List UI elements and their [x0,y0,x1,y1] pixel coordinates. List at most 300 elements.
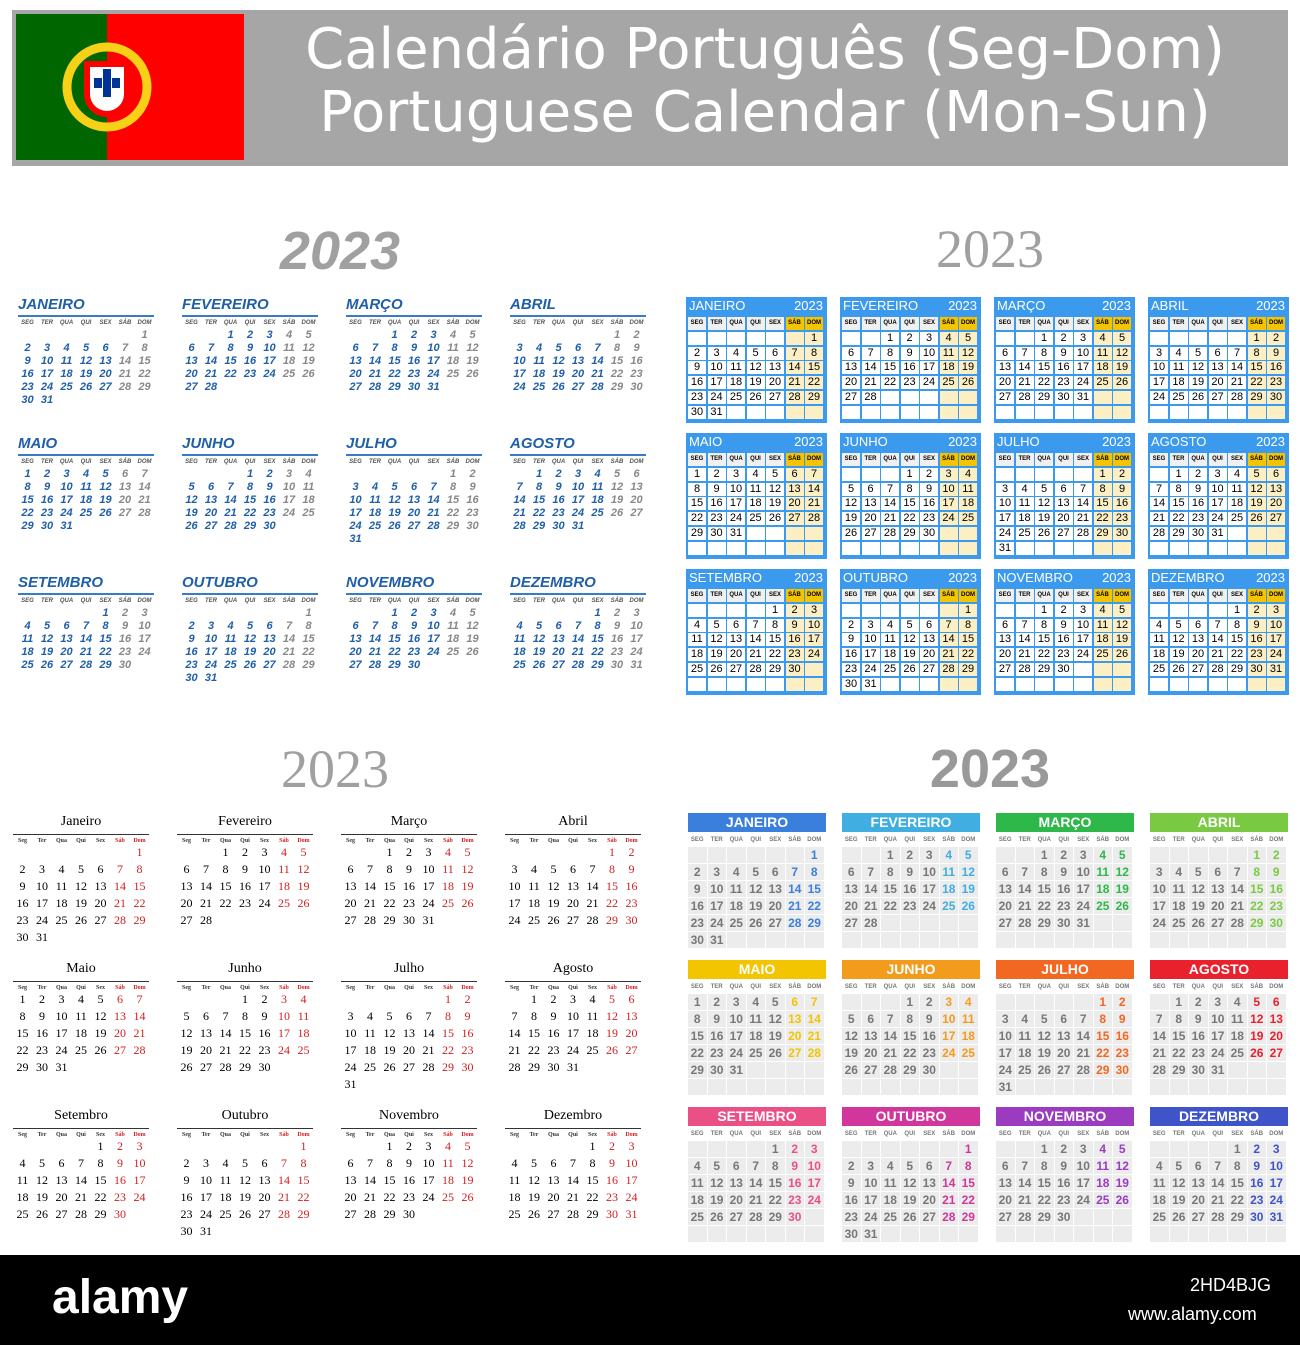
day-cell: 25 [1150,1209,1169,1225]
day-cell: 2 [242,845,248,859]
day-cell: 14 [591,355,604,367]
day-cell: 14 [1150,497,1168,510]
day-cell: 25 [1094,898,1113,914]
day-cell: 24 [278,1043,290,1057]
day-cell: 16 [786,633,804,646]
day-cell: 23 [21,381,34,393]
month-name: Janeiro [60,814,102,829]
day-cell: 14 [1074,1028,1093,1044]
weekday-header: SEG [842,589,860,602]
day-cell: 1 [901,468,919,481]
day-cell: 17 [630,633,643,645]
empty-cell [959,391,977,404]
day-cell: 9 [1267,347,1285,360]
day-cell: 5 [1248,994,1267,1010]
day-cell: 15 [133,879,146,893]
weekday-header: SÁB [118,459,132,465]
day-cell: 28 [368,381,382,393]
day-cell: 22 [959,1192,978,1208]
weekday-header: SEX [1077,837,1090,843]
day-cell: 3 [141,607,148,619]
day-cell: 23 [114,1190,126,1204]
day-cell: 23 [118,646,132,658]
day-cell: 3 [1209,468,1227,481]
day-cell: 20 [842,376,860,389]
empty-cell [747,542,765,555]
weekday-header: Dom [133,838,146,844]
empty-cell [747,1141,766,1157]
day-cell: 14 [79,633,93,645]
day-cell: 3 [63,468,70,480]
day-cell: 31 [567,1060,579,1074]
day-cell: 11 [727,361,745,374]
day-cell: 24 [1209,1045,1228,1061]
empty-cell [996,332,1014,345]
day-cell: 18 [1094,361,1112,374]
day-cell: 31 [349,533,362,545]
day-cell: 25 [959,512,977,525]
day-cell: 25 [224,659,237,671]
day-cell: 19 [552,368,565,380]
day-cell: 14 [368,355,382,367]
day-cell: 17 [708,898,727,914]
day-cell: 5 [469,329,476,341]
day-cell: 20 [185,368,198,380]
day-cell: 5 [959,847,978,863]
month-header [997,434,1132,449]
empty-cell [1094,1079,1113,1095]
day-cell: 18 [1016,1045,1035,1061]
day-cell: 23 [403,896,415,910]
day-cell: 10 [508,879,521,893]
day-cell: 19 [1113,1175,1132,1191]
day-cell: 29 [1035,391,1053,404]
day-cell: 5 [766,468,784,481]
weekday-header: Sex [260,1132,269,1138]
month-underline [18,454,154,456]
day-cell: 1 [141,329,148,341]
day-cell: 6 [1267,994,1286,1010]
day-cell: 25 [1094,376,1112,389]
day-cell: 26 [708,1209,727,1225]
empty-cell [727,932,746,948]
day-cell: 8 [242,1009,248,1023]
day-cell: 2 [1055,604,1073,617]
day-cell: 10 [40,355,54,367]
day-cell: 4 [371,481,379,493]
empty-cell [1248,932,1267,948]
day-cell: 5 [747,864,766,880]
empty-cell [1074,542,1092,555]
weekday-header: QUI [1212,984,1224,990]
empty-cell [1074,663,1092,676]
day-cell: 1 [1248,332,1266,345]
month-underline [505,1128,641,1129]
day-cell: 26 [901,1209,920,1225]
day-cell: 19 [708,648,726,661]
day-cell: 12 [766,483,784,496]
day-cell: 15 [1248,881,1267,897]
day-cell: 3 [347,1009,354,1023]
day-cell: 28 [567,1207,579,1221]
day-cell: 6 [996,619,1014,632]
empty-cell [1150,604,1168,617]
day-cell: 30 [407,659,421,671]
day-cell: 16 [1267,881,1286,897]
day-cell: 16 [1113,1028,1132,1044]
day-cell: 3 [940,468,958,481]
day-cell: 25 [508,1207,521,1221]
day-cell: 21 [805,1028,824,1044]
day-cell: 6 [117,992,123,1006]
day-cell: 25 [959,1045,978,1061]
day-cell: 17 [1267,633,1285,646]
day-cell: 7 [1016,347,1034,360]
day-cell: 30 [625,913,638,927]
day-cell: 11 [447,620,459,632]
weekday-header: QUI [572,459,584,465]
empty-cell [1113,1226,1132,1242]
day-cell: 20 [996,648,1014,661]
day-cell: 21 [747,648,765,661]
day-cell: 27 [996,1209,1015,1225]
weekday-header: Qui [404,985,414,991]
day-cell: 27 [920,1209,939,1225]
weekday-header: DOM [807,837,822,843]
day-cell: 6 [266,620,273,632]
day-cell: 18 [747,497,765,510]
month-name: AGOSTO [1151,434,1207,449]
day-cell: 26 [36,1207,48,1221]
day-cell: 4 [24,620,31,632]
empty-cell [1170,406,1188,419]
day-cell: 9 [1248,619,1266,632]
month-year: 2023 [1102,434,1131,449]
day-cell: 15 [766,1175,785,1191]
day-cell: 26 [1170,1209,1189,1225]
month-underline [177,1128,313,1129]
day-cell: 17 [278,1026,290,1040]
day-cell: 18 [940,361,958,374]
month-underline [182,315,318,317]
day-cell: 7 [425,1009,432,1023]
day-cell: 26 [1035,527,1053,540]
month-header [1151,570,1286,585]
day-cell: 3 [43,342,51,354]
day-cell: 30 [36,1060,48,1074]
day-cell: 7 [805,468,823,481]
weekday-header: QUA [881,453,899,466]
day-cell: 18 [16,1190,29,1204]
weekday-header: SÁB [1250,1131,1264,1137]
weekday-header: SÁB [1096,1131,1110,1137]
empty-cell [1113,406,1131,419]
day-cell: 3 [261,845,268,859]
day-cell: 5 [1170,619,1188,632]
empty-cell [1094,391,1112,404]
day-cell: 2 [1055,1141,1074,1157]
weekday-header: SEG [690,984,704,990]
day-cell: 26 [94,1043,107,1057]
day-cell: 31 [1209,1062,1228,1078]
weekday-header: Qua [547,838,559,844]
empty-cell [1113,1209,1132,1225]
day-cell: 24 [727,512,745,525]
empty-cell [1228,847,1247,863]
day-cell: 17 [422,879,435,893]
day-cell: 15 [21,494,34,506]
day-cell: 6 [352,620,359,632]
day-cell: 23 [1248,648,1266,661]
day-cell: 22 [297,1190,310,1204]
empty-cell [1228,1079,1247,1095]
day-cell: 8 [300,1156,307,1170]
day-cell: 12 [180,1026,193,1040]
empty-cell [1055,932,1074,948]
day-cell: 4 [285,329,293,341]
day-cell: 21 [114,896,126,910]
day-cell: 3 [430,607,437,619]
month-underline [510,454,646,456]
day-cell: 25 [1016,527,1034,540]
day-cell: 13 [547,1173,560,1187]
day-cell: 31 [36,930,48,944]
day-cell: 12 [1113,347,1131,360]
day-cell: 22 [383,1190,396,1204]
day-cell: 16 [920,497,938,510]
day-cell: 16 [610,633,624,645]
day-cell: 6 [121,468,129,480]
day-cell: 22 [901,512,919,525]
day-cell: 11 [297,1009,310,1023]
weekday-header: Ter [365,985,375,991]
day-cell: 15 [610,355,624,367]
weekday-header: DOM [301,459,316,465]
day-cell: 14 [1150,1028,1169,1044]
empty-cell [862,932,881,948]
empty-cell [805,932,824,948]
day-cell: 20 [842,898,861,914]
day-cell: 5 [43,620,51,632]
day-cell: 1 [391,607,398,619]
day-cell: 9 [708,483,726,496]
day-cell: 1 [901,994,920,1010]
weekday-header: Ter [529,838,539,844]
day-cell: 29 [94,1207,107,1221]
day-cell: 26 [383,1060,396,1074]
day-cell: 6 [203,1009,209,1023]
day-cell: 26 [1189,391,1207,404]
empty-cell [805,1226,824,1242]
day-cell: 15 [688,1028,707,1044]
empty-cell [920,932,939,948]
day-cell: 6 [996,1158,1015,1174]
day-cell: 13 [1267,483,1285,496]
day-cell: 25 [747,1045,766,1061]
month-abril [1148,297,1289,423]
day-cell: 1 [386,845,393,859]
day-cell: 24 [282,507,296,519]
weekday-header: SEG [1150,589,1168,602]
month-year: 2023 [1102,298,1131,313]
weekday-header: Qui [76,1132,86,1138]
day-cell: 12 [79,355,93,367]
day-cell: 7 [281,1156,287,1170]
month-header [689,570,824,585]
day-cell: 22 [591,646,604,658]
day-cell: 16 [630,355,643,367]
day-cell: 2 [464,992,471,1006]
day-cell: 28 [204,381,218,393]
weekday-header: SÁB [1248,589,1266,602]
weekday-header: TER [205,459,217,465]
day-cell: 9 [901,347,919,360]
day-cell: 4 [58,862,65,876]
day-cell: 20 [407,507,421,519]
day-cell: 14 [862,361,880,374]
empty-cell [1016,468,1034,481]
day-cell: 21 [368,646,382,658]
empty-cell [1016,604,1034,617]
weekday-header: Dom [133,985,146,991]
day-cell: 12 [1113,864,1132,880]
day-cell: 21 [79,646,93,658]
day-cell: 13 [114,1009,126,1023]
weekday-header: QUA [387,320,402,326]
day-cell: 9 [19,879,26,893]
empty-cell [727,847,746,863]
day-cell: 16 [180,1190,193,1204]
weekday-header: Sex [260,985,269,991]
day-cell: 24 [422,1190,435,1204]
day-cell: 9 [842,1175,861,1191]
day-cell: 25 [278,896,290,910]
day-cell: 4 [300,992,307,1006]
day-cell: 29 [1170,1062,1189,1078]
empty-cell [862,604,880,617]
day-cell: 8 [391,620,398,632]
weekday-header: SÁB [942,1131,956,1137]
day-cell: 18 [21,646,34,658]
day-cell: 19 [959,361,977,374]
day-cell: 30 [920,1062,939,1078]
day-cell: 11 [219,1173,232,1187]
day-cell: 7 [203,862,209,876]
day-cell: 8 [449,481,457,493]
weekday-header: QUA [1035,453,1053,466]
empty-cell [940,604,958,617]
day-cell: 8 [141,342,148,354]
day-cell: 20 [263,646,276,658]
day-cell: 23 [1267,376,1285,389]
day-cell: 7 [141,468,148,480]
day-cell: 7 [78,1156,84,1170]
day-cell: 14 [786,361,804,374]
day-cell: 19 [297,879,310,893]
day-cell: 17 [571,494,585,506]
day-cell: 13 [1189,633,1207,646]
day-cell: 8 [1094,483,1112,496]
empty-cell [996,468,1014,481]
weekday-header: Ter [37,838,47,844]
day-cell: 29 [1248,391,1266,404]
day-cell: 24 [1150,391,1168,404]
day-cell: 7 [1209,1158,1228,1174]
day-cell: 13 [842,361,860,374]
day-cell: 8 [136,862,143,876]
day-cell: 6 [97,862,104,876]
day-cell: 19 [388,507,401,519]
day-cell: 21 [881,512,899,525]
day-cell: 10 [727,1011,746,1027]
day-cell: 15 [532,494,546,506]
day-cell: 15 [99,633,112,645]
day-cell: 18 [1170,376,1188,389]
empty-cell [1094,1209,1113,1225]
empty-cell [1189,847,1208,863]
day-cell: 26 [708,663,726,676]
day-cell: 25 [442,896,454,910]
day-cell: 8 [901,483,919,496]
day-cell: 7 [367,862,373,876]
day-cell: 29 [1035,663,1053,676]
day-cell: 8 [688,483,706,496]
day-cell: 14 [940,1175,959,1191]
alamy-logo: alamy [52,1271,189,1324]
month-maio [686,433,827,559]
empty-cell [1074,932,1093,948]
weekday-header: Sex [424,985,433,991]
day-cell: 1 [246,468,254,480]
day-cell: 2 [1248,604,1266,617]
day-cell: 14 [118,355,132,367]
day-cell: 30 [1248,1209,1267,1225]
day-cell: 17 [40,368,54,380]
day-cell: 6 [102,342,109,354]
day-cell: 22 [224,368,237,380]
day-cell: 30 [403,1207,415,1221]
day-cell: 17 [996,1045,1015,1061]
day-cell: 14 [805,1011,824,1027]
day-cell: 17 [1209,497,1227,510]
day-cell: 30 [842,678,860,691]
month-name: AGOSTO [510,435,575,452]
month-year: 2023 [794,434,823,449]
weekday-header: DOM [465,598,480,604]
day-cell: 3 [708,864,727,880]
day-cell: 27 [1209,915,1228,931]
day-cell: 19 [606,1026,618,1040]
day-cell: 20 [547,1190,560,1204]
weekday-header: SEG [996,317,1014,330]
month-name: DEZEMBRO [1151,570,1225,585]
month-header [1151,298,1286,313]
empty-cell [786,527,804,540]
day-cell: 9 [1113,1011,1132,1027]
day-cell: 21 [118,368,132,380]
empty-cell [1150,542,1168,555]
weekday-header: QUA [1037,837,1051,843]
weekday-header: SÁB [282,459,296,465]
empty-cell [920,391,938,404]
day-cell: 9 [406,862,412,876]
day-cell: 27 [263,659,276,671]
day-cell: 23 [1113,1045,1132,1061]
day-cell: 19 [901,648,919,661]
day-cell: 7 [1016,864,1035,880]
empty-cell [996,406,1014,419]
day-cell: 6 [786,994,805,1010]
